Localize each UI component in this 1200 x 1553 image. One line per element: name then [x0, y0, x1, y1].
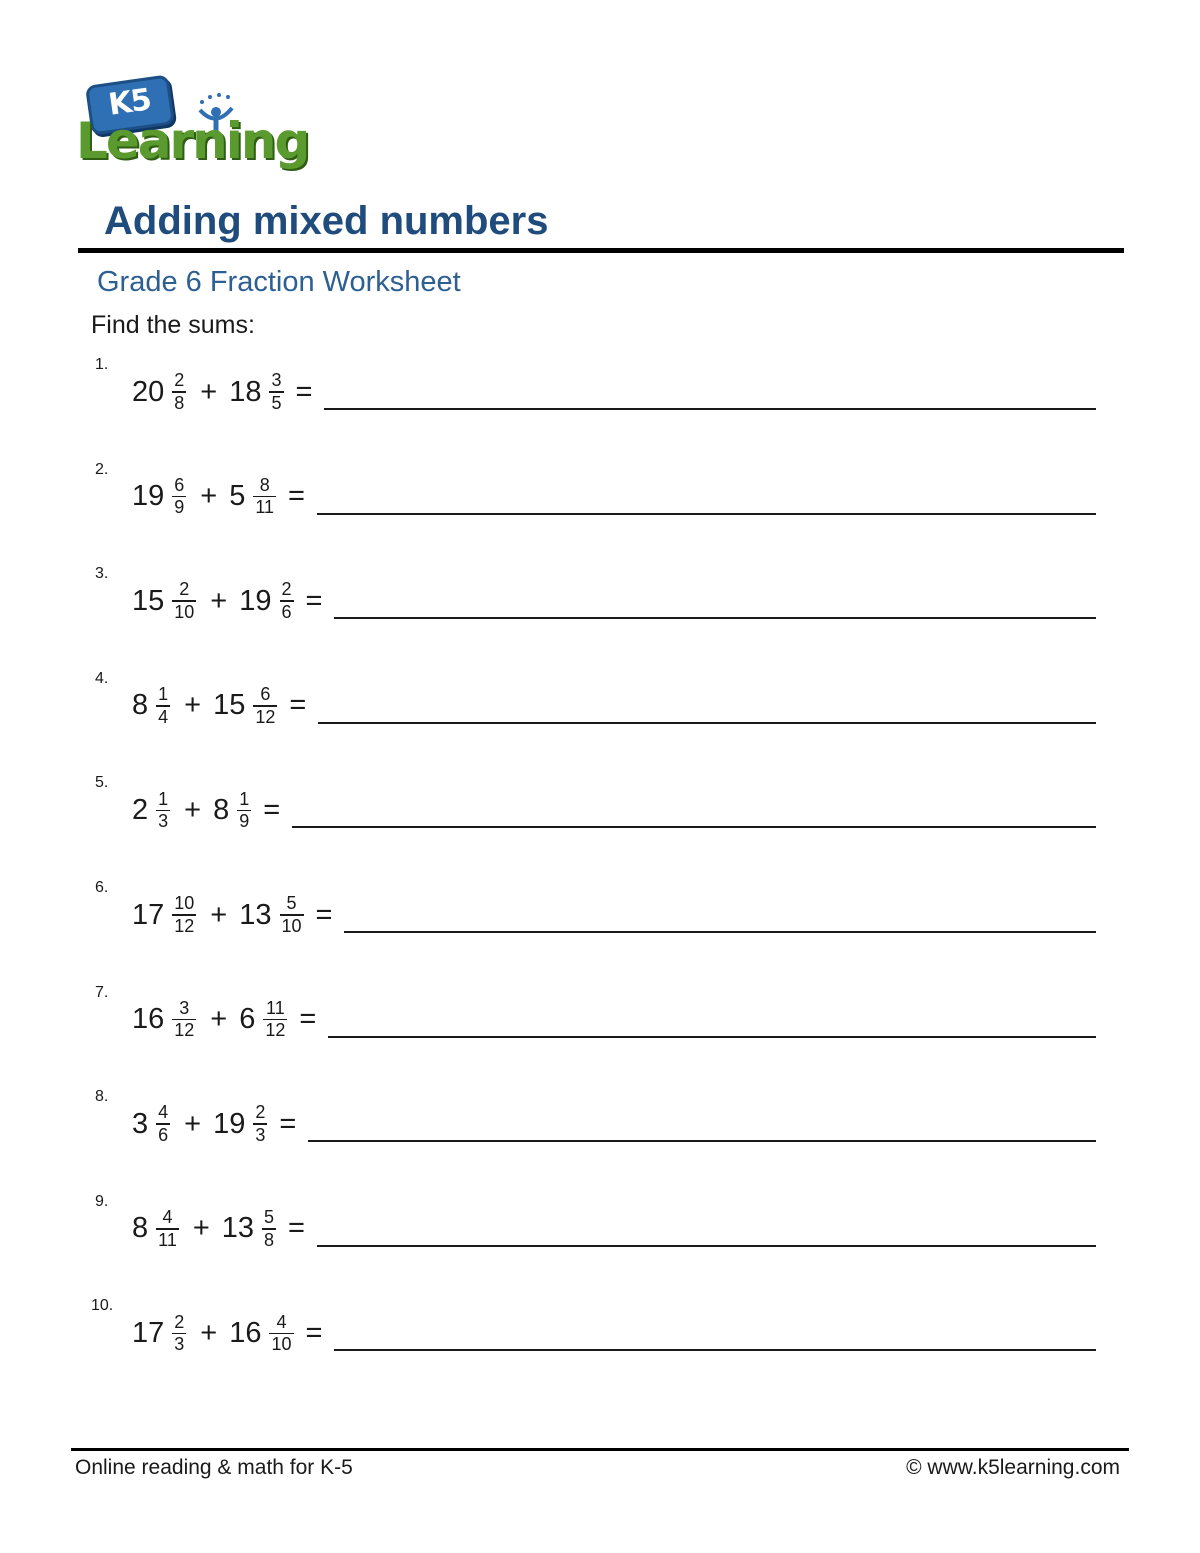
numerator: 4: [158, 1102, 169, 1123]
denominator: 3: [174, 1334, 185, 1355]
first-addend-fraction: [156, 1103, 170, 1145]
answer-line[interactable]: [317, 1245, 1096, 1247]
k5-badge-text: K5: [106, 82, 153, 123]
first-addend-whole: 16: [132, 1003, 165, 1036]
second-addend-fraction: [262, 1208, 276, 1250]
denominator: 6: [281, 601, 292, 622]
first-addend-whole: 3: [132, 1107, 149, 1140]
plus-sign: +: [184, 1107, 202, 1140]
numerator: 1: [158, 684, 169, 705]
problem-number: 6.: [95, 879, 109, 896]
first-addend-fraction: [156, 790, 170, 832]
plus-sign: +: [200, 1316, 218, 1349]
answer-line[interactable]: [324, 408, 1096, 410]
first-addend-fraction: [156, 1208, 179, 1250]
problem-row: [0, 461, 1200, 541]
first-addend-fraction: [156, 685, 170, 727]
second-addend-fraction: [269, 371, 283, 413]
problem-number: 3.: [95, 565, 109, 583]
second-addend-whole: 15: [213, 689, 246, 722]
denominator: 8: [264, 1229, 275, 1250]
numerator: 2: [179, 579, 190, 600]
worksheet-title: Adding mixed numbers: [104, 199, 549, 243]
second-addend-fraction: [280, 894, 304, 936]
mixed-number-expression: [132, 885, 332, 945]
denominator: 4: [158, 706, 169, 727]
denominator: 9: [239, 811, 250, 832]
answer-line[interactable]: [334, 617, 1096, 619]
second-addend-fraction: [280, 580, 294, 622]
denominator: 12: [265, 1020, 286, 1041]
denominator: 3: [255, 1124, 266, 1145]
title-divider: [78, 248, 1124, 253]
numerator: 2: [174, 1311, 185, 1332]
numerator: 3: [271, 370, 282, 391]
equals-sign: =: [295, 375, 313, 408]
numerator: 6: [260, 684, 271, 705]
numerator: 4: [276, 1311, 287, 1332]
numerator: 2: [255, 1102, 266, 1123]
first-addend-fraction: [172, 371, 186, 413]
plus-sign: +: [200, 375, 218, 408]
footer-website: © www.k5learning.com: [906, 1456, 1120, 1479]
second-addend-fraction: [269, 1313, 293, 1355]
mixed-number-expression: [132, 780, 280, 840]
second-addend-whole: 6: [239, 1003, 256, 1036]
first-addend-fraction: [172, 580, 196, 622]
answer-line[interactable]: [334, 1349, 1096, 1351]
equals-sign: =: [305, 584, 323, 617]
answer-line[interactable]: [317, 513, 1096, 515]
equals-sign: =: [263, 793, 281, 826]
numerator: 1: [158, 788, 169, 809]
problem-number: 2.: [95, 460, 109, 478]
second-addend-fraction: [237, 790, 251, 832]
first-addend-whole: 19: [132, 480, 165, 513]
problem-number: 5.: [95, 774, 109, 792]
denominator: 10: [281, 915, 302, 936]
numerator: 3: [179, 997, 190, 1018]
denominator: 11: [158, 1229, 177, 1250]
numerator: 5: [286, 893, 297, 914]
second-addend-whole: 16: [229, 1316, 262, 1349]
denominator: 5: [271, 392, 282, 413]
first-addend-whole: 2: [132, 793, 149, 826]
numerator: 10: [174, 893, 195, 914]
plus-sign: +: [184, 793, 202, 826]
problem-row: [0, 774, 1200, 854]
second-addend-fraction: [253, 1103, 267, 1145]
equals-sign: =: [299, 1003, 317, 1036]
mixed-number-expression: [132, 571, 322, 631]
numerator: 6: [174, 474, 185, 495]
denominator: 9: [174, 497, 185, 518]
denominator: 6: [158, 1124, 169, 1145]
logo-wordmark: Learning: [76, 112, 309, 170]
problem-number: 9.: [95, 1192, 109, 1210]
mixed-number-expression: [132, 362, 312, 422]
plus-sign: +: [192, 1212, 210, 1245]
answer-line[interactable]: [318, 722, 1096, 724]
worksheet-subtitle: Grade 6 Fraction Worksheet: [97, 266, 461, 298]
numerator: 2: [281, 579, 292, 600]
mixed-number-expression: [132, 1094, 296, 1154]
problem-number: 8.: [95, 1088, 109, 1106]
second-addend-fraction: [253, 476, 276, 518]
equals-sign: =: [305, 1316, 323, 1349]
footer-divider: [71, 1448, 1129, 1451]
plus-sign: +: [210, 584, 228, 617]
plus-sign: +: [210, 1003, 228, 1036]
numerator: 2: [174, 370, 185, 391]
first-addend-whole: 8: [132, 689, 149, 722]
second-addend-whole: 19: [213, 1107, 246, 1140]
plus-sign: +: [200, 480, 218, 513]
mixed-number-expression: [132, 990, 316, 1050]
problem-row: [0, 356, 1200, 436]
problem-number: 7.: [95, 983, 109, 1001]
denominator: 10: [174, 601, 195, 622]
answer-line[interactable]: [292, 826, 1096, 828]
numerator: 5: [264, 1207, 275, 1228]
denominator: 3: [158, 811, 169, 832]
denominator: 10: [271, 1334, 292, 1355]
first-addend-fraction: [172, 894, 196, 936]
plus-sign: +: [184, 689, 202, 722]
problem-row: [0, 565, 1200, 645]
answer-line[interactable]: [344, 931, 1096, 933]
denominator: 12: [174, 915, 195, 936]
first-addend-whole: 17: [132, 1316, 165, 1349]
first-addend-whole: 8: [132, 1212, 149, 1245]
equals-sign: =: [315, 898, 333, 931]
denominator: 12: [174, 1020, 195, 1041]
first-addend-whole: 15: [132, 584, 165, 617]
plus-sign: +: [210, 898, 228, 931]
second-addend-fraction: [253, 685, 277, 727]
equals-sign: =: [279, 1107, 297, 1140]
problem-row: [0, 1088, 1200, 1168]
second-addend-whole: 5: [229, 480, 246, 513]
denominator: 12: [255, 706, 276, 727]
answer-line[interactable]: [328, 1036, 1096, 1038]
mixed-number-expression: [132, 1303, 322, 1363]
problem-row: [0, 1297, 1200, 1377]
equals-sign: =: [289, 689, 307, 722]
second-addend-whole: 13: [221, 1212, 255, 1245]
answer-line[interactable]: [308, 1140, 1096, 1142]
denominator: 11: [255, 497, 275, 518]
problem-row: [0, 879, 1200, 959]
mixed-number-expression: [132, 467, 305, 527]
numerator: 1: [239, 788, 250, 809]
problem-number: 4.: [95, 669, 109, 687]
second-addend-whole: 13: [239, 898, 272, 931]
problem-number: 1.: [95, 356, 109, 373]
problem-row: [0, 670, 1200, 750]
numerator: 4: [162, 1207, 173, 1228]
numerator: 11: [266, 997, 285, 1018]
k5-learning-logo: [76, 78, 309, 170]
first-addend-fraction: [172, 1313, 186, 1355]
problem-number: 10.: [91, 1297, 114, 1315]
denominator: 8: [174, 392, 185, 413]
first-addend-whole: 20: [132, 375, 165, 408]
footer-tagline: Online reading & math for K-5: [75, 1456, 353, 1479]
second-addend-whole: 8: [213, 793, 230, 826]
second-addend-whole: 19: [239, 584, 272, 617]
problem-row: [0, 1193, 1200, 1273]
second-addend-whole: 18: [229, 375, 262, 408]
instruction-text: Find the sums:: [91, 311, 255, 339]
equals-sign: =: [288, 480, 305, 513]
numerator: 8: [259, 474, 270, 495]
first-addend-fraction: [172, 476, 186, 518]
mixed-number-expression: [132, 676, 306, 736]
equals-sign: =: [288, 1212, 305, 1245]
problem-row: [0, 984, 1200, 1064]
first-addend-whole: 17: [132, 898, 165, 931]
first-addend-fraction: [172, 999, 196, 1041]
mixed-number-expression: [132, 1199, 305, 1259]
second-addend-fraction: [263, 999, 287, 1041]
